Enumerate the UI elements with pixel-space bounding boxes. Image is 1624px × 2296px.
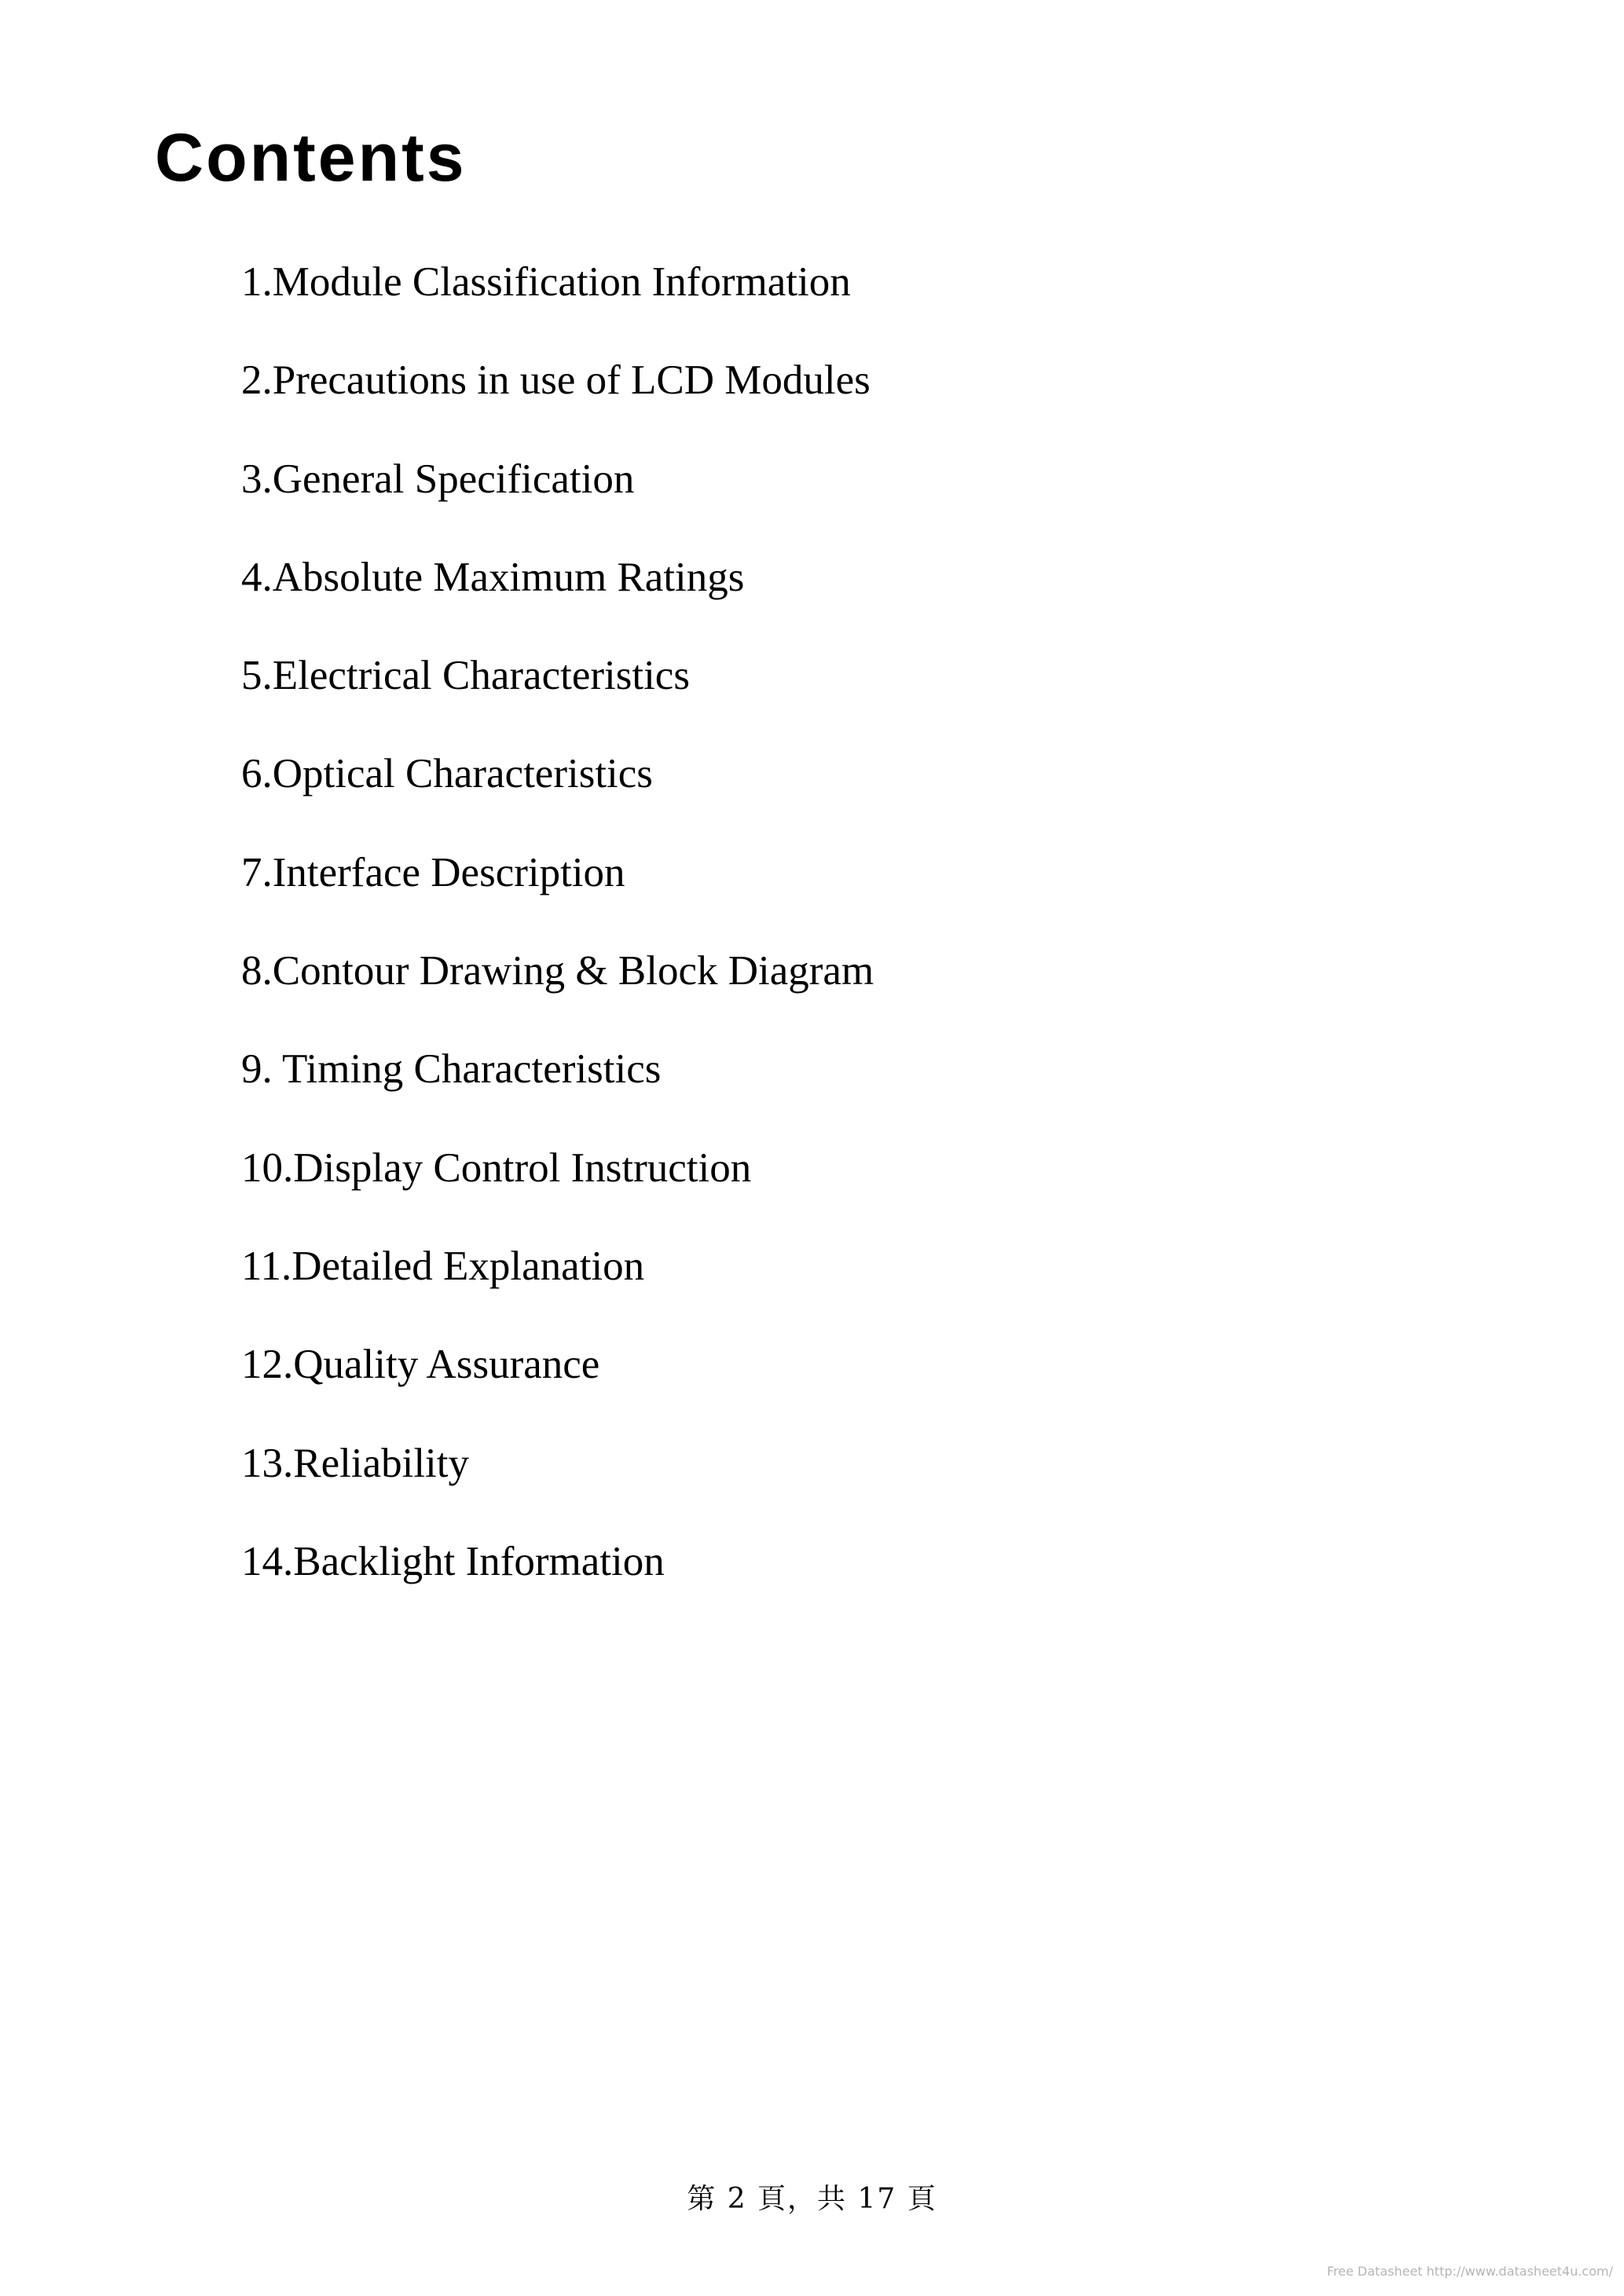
toc-item-9[interactable]: 9. Timing Characteristics: [241, 1046, 662, 1093]
toc-item-4[interactable]: 4.Absolute Maximum Ratings: [241, 554, 745, 600]
page-title: Contents: [155, 120, 467, 196]
toc-item-3[interactable]: 3.General Specification: [241, 456, 635, 502]
toc-item-2[interactable]: 2.Precautions in use of LCD Modules: [241, 357, 871, 404]
toc-item-12[interactable]: 12.Quality Assurance: [241, 1342, 600, 1388]
watermark-text: Free Datasheet http://www.datasheet4u.com/: [1326, 2264, 1613, 2279]
toc-item-13[interactable]: 13.Reliability: [241, 1440, 469, 1486]
toc-item-11[interactable]: 11.Detailed Explanation: [241, 1243, 645, 1289]
page-number-footer: 第 2 頁，共 17 頁: [687, 2183, 937, 2215]
toc-item-6[interactable]: 6.Optical Characteristics: [241, 751, 653, 797]
toc-item-10[interactable]: 10.Display Control Instruction: [241, 1144, 752, 1191]
toc-item-8[interactable]: 8.Contour Drawing & Block Diagram: [241, 948, 874, 994]
toc-item-14[interactable]: 14.Backlight Information: [241, 1538, 665, 1584]
toc-item-1[interactable]: 1.Module Classification Information: [241, 259, 851, 305]
toc-item-5[interactable]: 5.Electrical Characteristics: [241, 653, 690, 699]
table-of-contents: [241, 256, 874, 1634]
toc-item-7[interactable]: 7.Interface Description: [241, 849, 625, 895]
